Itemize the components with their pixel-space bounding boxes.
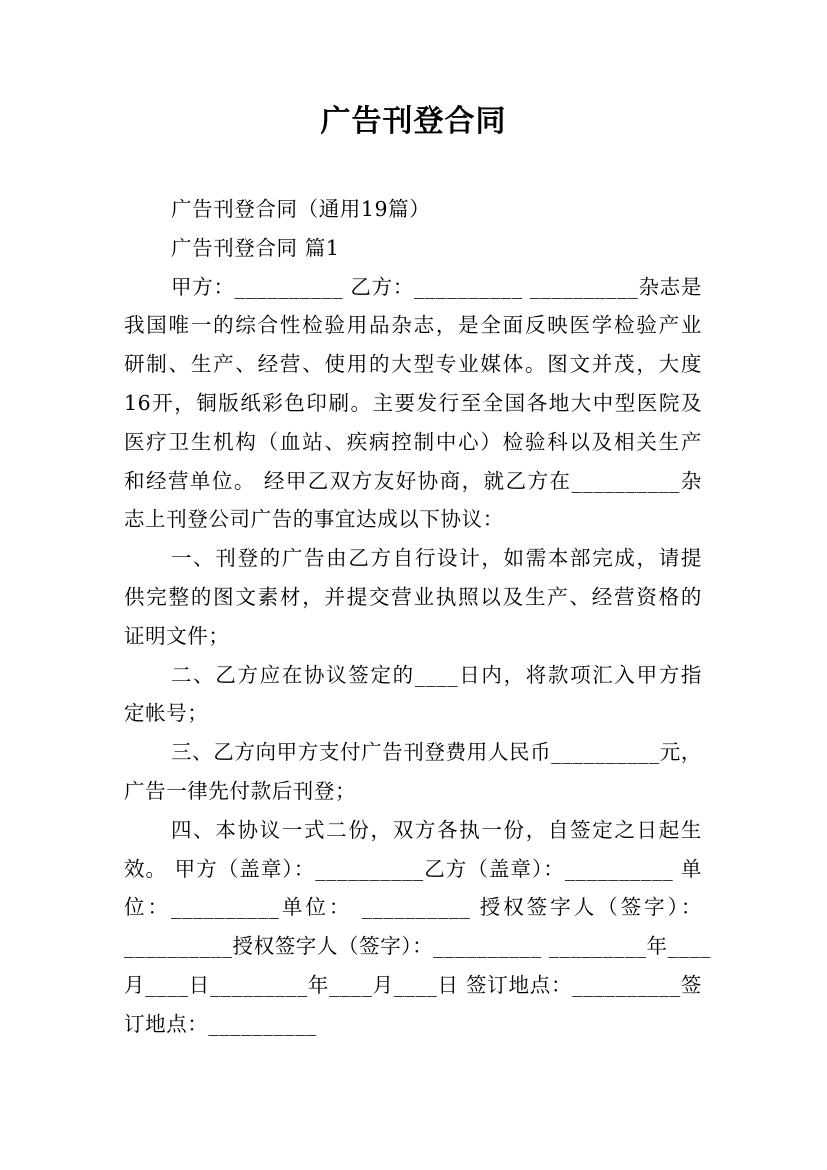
text-line: 三、乙方向甲方支付广告刊登费用人民币__________元，	[171, 740, 702, 765]
text-line: 位：__________单位： __________ 授权签字人（签字）：	[124, 895, 702, 920]
document-title: 广告刊登合同	[320, 104, 507, 139]
text-line: 二、乙方应在协议签定的____日内，将款项汇入甲方指	[171, 662, 702, 687]
text-line: __________授权签字人（签字）：__________ _________年____	[124, 934, 712, 959]
text-line: 广告刊登合同（通用19篇）	[171, 197, 431, 221]
text-line: 定帐号；	[124, 701, 209, 726]
text-line: 广告一律先付款后刊登；	[124, 778, 357, 803]
text-line: 我国唯一的综合性检验用品杂志，是全面反映医学检验产业	[124, 313, 702, 338]
text-line: 和经营单位。 经甲乙双方友好协商，就乙方在__________杂	[124, 468, 702, 493]
text-line: 效。 甲方（盖章）：__________乙方（盖章）：__________ 单	[124, 856, 702, 881]
text-line: 证明文件；	[124, 623, 230, 648]
text-line: 一、刊登的广告由乙方自行设计，如需本部完成，请提	[171, 546, 702, 571]
text-line: 医疗卫生机构（血站、疾病控制中心）检验科以及相关生产	[124, 429, 702, 454]
document-body	[124, 190, 712, 1044]
text-line: 供完整的图文素材，并提交营业执照以及生产、经营资格的	[124, 584, 702, 609]
text-line: 研制、生产、经营、使用的大型专业媒体。图文并茂，大度	[124, 352, 702, 377]
text-line: 四、本协议一式二份，双方各执一份，自签定之日起生	[171, 817, 702, 842]
text-line: 志上刊登公司广告的事宜达成以下协议：	[124, 507, 504, 532]
text-line: 甲方：__________ 乙方：__________ __________杂志是	[171, 274, 702, 299]
text-line: 16开，铜版纸彩色印刷。主要发行至全国各地大中型医院及	[124, 390, 702, 415]
text-line: 广告刊登合同 篇1	[171, 235, 340, 260]
text-line: 月____日_________年____月____日 签订地点：__________签	[124, 972, 702, 997]
text-line: 订地点：__________	[124, 1011, 317, 1036]
